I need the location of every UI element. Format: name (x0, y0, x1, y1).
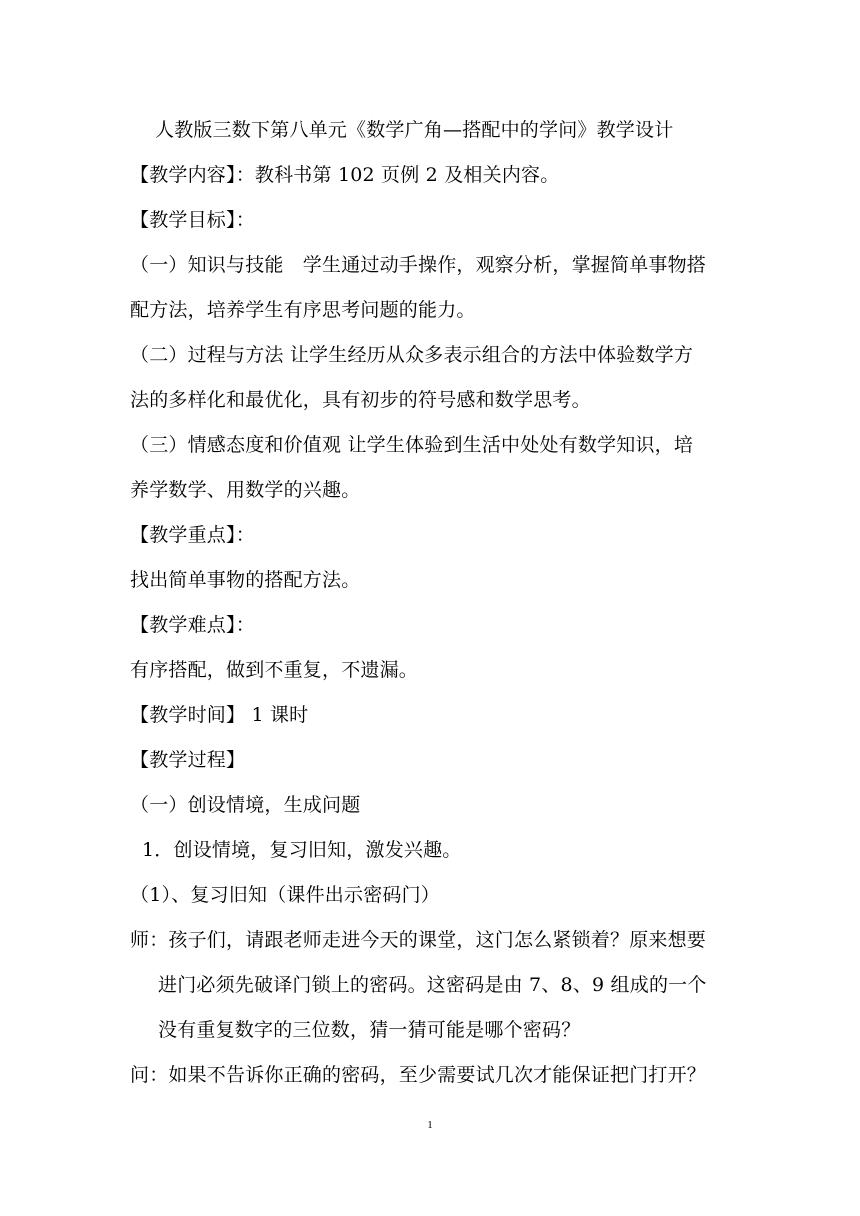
process-section-1-heading: （一）创设情境，生成问题 (130, 794, 361, 816)
teacher-line-3: 没有重复数字的三位数，猜一猜可能是哪个密码？ (158, 1019, 581, 1041)
document-title: 人教版三数下第八单元《数学广角—搭配中的学问》教学设计 (155, 119, 674, 141)
process-substep-1: （1）、复习旧知（课件出示密码门） (130, 884, 440, 906)
question-line: 问：如果不告诉你正确的密码，至少需要试几次才能保证把门打开？ (130, 1064, 707, 1086)
goal-process-line-1: （二）过程与方法 让学生经历从众多表示组合的方法中体验数学方 (130, 344, 694, 366)
key-point-text: 找出简单事物的搭配方法。 (130, 569, 361, 591)
goal-knowledge-line-1: （一）知识与技能 学生通过动手操作，观察分析，掌握简单事物搭 (130, 254, 707, 276)
process-step-1: 1．创设情境，复习旧知，激发兴趣。 (142, 839, 462, 861)
teaching-process-heading: 【教学过程】 (130, 749, 246, 771)
goal-emotion-line-1: （三）情感态度和价值观 让学生体验到生活中处处有数学知识，培 (130, 434, 694, 456)
page-number: 1 (427, 1119, 433, 1131)
teacher-line-1: 师：孩子们，请跟老师走进今天的课堂，这门怎么紧锁着？原来想要 (130, 929, 707, 951)
teacher-line-2: 进门必须先破译门锁上的密码。这密码是由 7、8、9 组成的一个 (158, 974, 707, 996)
goal-process-line-2: 法的多样化和最优化，具有初步的符号感和数学思考。 (130, 389, 591, 411)
key-point-heading: 【教学重点】： (130, 524, 255, 546)
teaching-goals-heading: 【教学目标】： (130, 209, 255, 231)
teaching-content-line: 【教学内容】：教科书第 102 页例 2 及相关内容。 (130, 164, 560, 186)
difficulty-text: 有序搭配，做到不重复，不遗漏。 (130, 659, 419, 681)
teaching-time-line: 【教学时间】 1 课时 (130, 704, 309, 726)
goal-emotion-line-2: 养学数学、用数学的兴趣。 (130, 479, 361, 501)
goal-knowledge-line-2: 配方法，培养学生有序思考问题的能力。 (130, 299, 476, 321)
difficulty-heading: 【教学难点】： (130, 614, 255, 636)
